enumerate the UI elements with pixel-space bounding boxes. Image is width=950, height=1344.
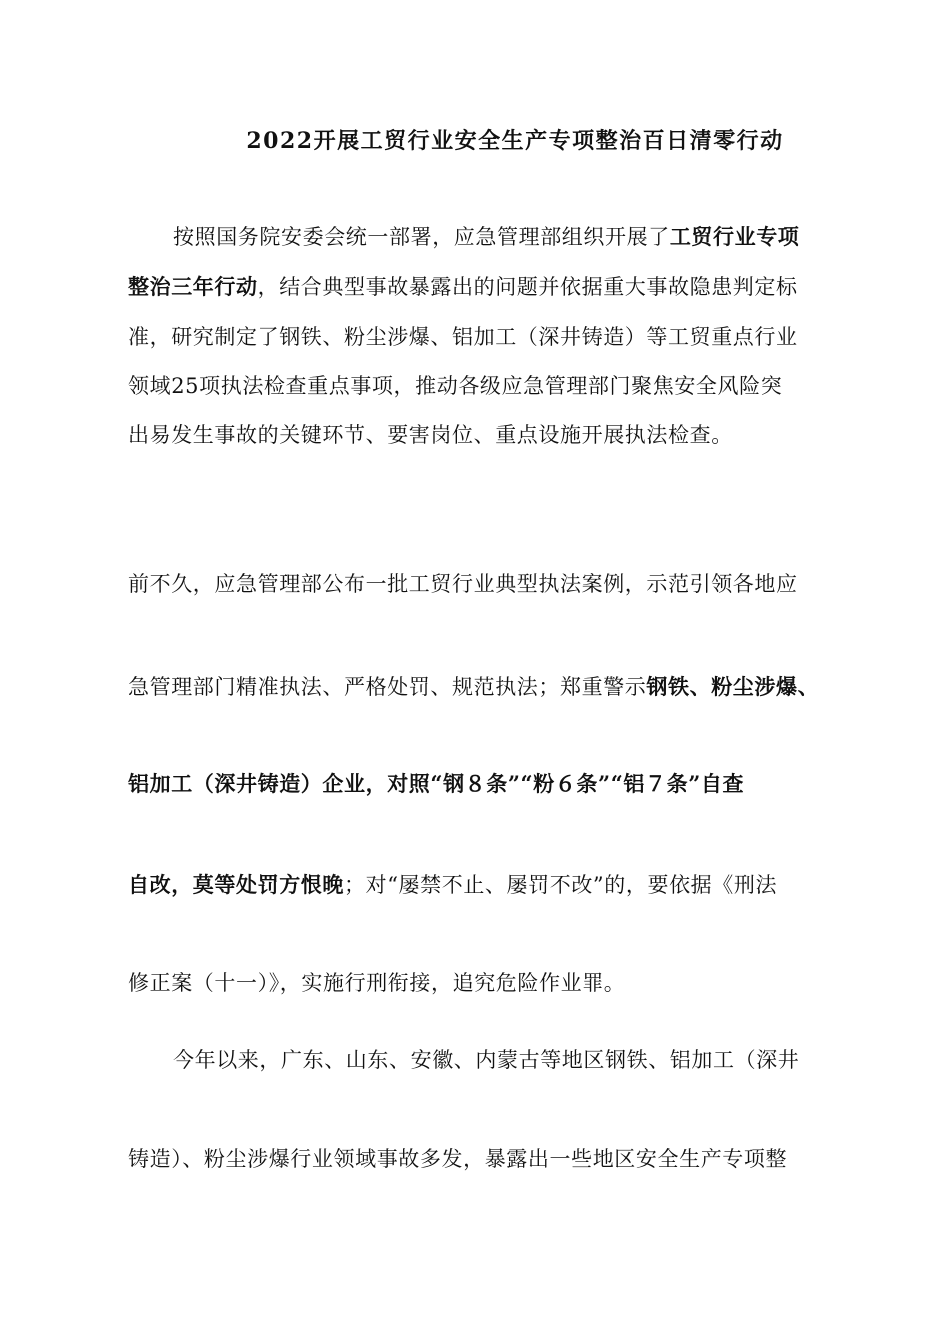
bold-text-run: 整治三年行动 — [128, 274, 258, 299]
text-run: 按照国务院安委会统一部署，应急管理部组织开展了 — [173, 225, 670, 249]
paragraph-1-line-4: 领域25项执法检查重点事项，推动各级应急管理部门聚焦安全风险突 — [128, 374, 783, 398]
paragraph-2-line-3: 铝加工（深井铸造）企业，对照“钢８条”“粉６条”“铝７条”自查 — [128, 771, 745, 796]
bold-text-run: 工贸行业专项 — [669, 224, 800, 249]
paragraph-3-line-2: 铸造）、粉尘涉爆行业领域事故多发，暴露出一些地区安全生产专项整 — [128, 1147, 788, 1171]
paragraph-2-line-4 — [128, 870, 848, 900]
text-run: 急管理部门精准执法、严格处罚、规范执法；郑重警示 — [128, 675, 647, 699]
document-title: 2022开展工贸行业安全生产专项整治百日清零行动 — [246, 128, 784, 154]
paragraph-2-line-5: 修正案（十一）》，实施行刑衔接，追究危险作业罪。 — [128, 971, 626, 995]
text-run: ；对“屡禁不止、屡罚不改”的，要依据《刑法 — [344, 873, 778, 897]
paragraph-2-line-2 — [128, 672, 868, 702]
paragraph-1-line-5: 出易发生事故的关键环节、要害岗位、重点设施开展执法检查。 — [128, 423, 733, 447]
paragraph-2-line-1: 前不久，应急管理部公布一批工贸行业典型执法案例，示范引领各地应 — [128, 572, 798, 596]
paragraph-3-line-1: 今年以来，广东、山东、安徽、内蒙古等地区钢铁、铝加工（深井 — [173, 1048, 800, 1072]
paragraph-1-line-3: 准，研究制定了钢铁、粉尘涉爆、铝加工（深井铸造）等工贸重点行业 — [128, 325, 798, 349]
paragraph-1-line-1 — [173, 222, 848, 252]
paragraph-1-line-2 — [128, 272, 848, 302]
bold-text-run: 自改，莫等处罚方恨晚 — [128, 872, 344, 897]
bold-text-run: 钢铁、粉尘涉爆、 — [646, 674, 820, 699]
text-run: ，结合典型事故暴露出的问题并依据重大事故隐患判定标 — [257, 275, 798, 299]
